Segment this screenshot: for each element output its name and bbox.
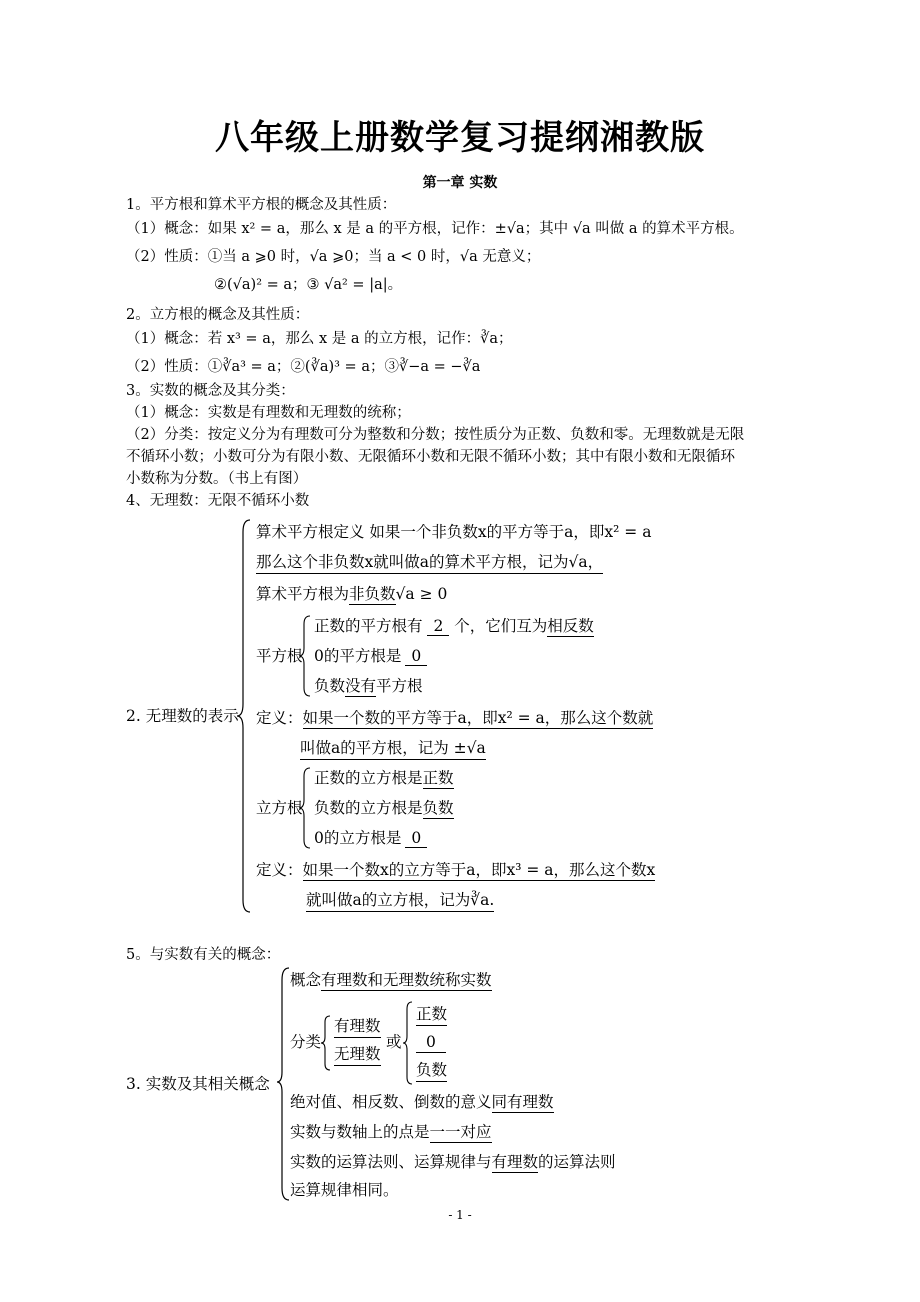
section-1-heading: 1。平方根和算术平方根的概念及其性质： [126,197,397,213]
section-3-line-1: （1）概念：实数是有理数和无理数的统称； [126,405,411,421]
diag2-row-5 [290,1152,616,1172]
diag2-row-3-b: 同有理数 [491,1093,554,1111]
diag1-cb-row-1-a: 正数的立方根是 [314,769,423,787]
diag1-cb-row-1-b: 正数 [422,769,454,787]
diag1-cb-row-3-b: 0 [405,829,427,848]
diag2-or: 或 [386,1033,402,1051]
section-2-line-2: （2）性质：①∛a³ = a；②(∛a)³ = a；③∛−a = −∛a [126,359,481,375]
section-3-heading: 3。实数的概念及其分类： [126,383,295,399]
section-1-line-1: （1）概念：如果 x² = a，那么 x 是 a 的平方根，记作：±√a；其中 √a 叫做 a 的算术平方根。 [126,221,744,237]
diag1-arith-root-nonneg-c: √a ≥ 0 [395,585,448,603]
diag1-arith-root-nonneg-a: 算术平方根为 [256,585,350,603]
diag1-sq-row-1-d: 相反数 [547,617,594,635]
diag1-sq-row-1-c: 个，它们互为 [454,617,548,635]
diagram-2-root-label: 3. 实数及其相关概念 [126,1075,270,1093]
diag1-cb-definition-1 [256,860,655,880]
diag1-cube-root-label: 立方根 [256,799,303,817]
diag1-sq-definition-1 [256,708,653,728]
diag1-arith-root-def-1-text: 算术平方根定义 如果一个非负数x的平方等于a，即x² = a [256,523,652,541]
diag1-cb-row-2-a: 负数的立方根是 [314,799,423,817]
diag1-sq-row-1-a: 正数的平方根有 [314,617,423,635]
page-number: - 1 - [448,1208,472,1222]
diag2-row-3-a: 绝对值、相反数、倒数的意义 [290,1093,492,1111]
diag2-row-4-b: 一一对应 [429,1123,492,1141]
diag1-sq-row-1-b: 2 [427,617,449,636]
diag2-row-5-a: 实数的运算法则、运算规律与 [290,1153,492,1171]
diag1-cb-definition-1-a: 定义： [256,861,303,879]
section-3-line-2: （2）分类：按定义分为有理数可分为整数和分数；按性质分为正数、负数和零。无理数就是无限 [126,427,745,443]
section-1-line-3: ②(√a)² = a；③ √a² = |a|。 [214,277,403,293]
diag1-sq-row-2-b: 0 [405,647,427,666]
diag1-cb-row-2-b: 负数 [422,799,454,817]
section-4-heading: 4、无理数：无限不循环小数 [126,493,310,509]
diag1-cb-definition-1-b: 如果一个数x的立方等于a，即x³ = a，那么这个数x [302,861,656,879]
diag2-row-3 [290,1092,554,1112]
diag1-arith-root-def-2: 那么这个非负数x就叫做a的算术平方根，记为√a， [256,552,603,574]
chapter-heading: 第一章 实数 [422,175,498,191]
diag2-negative: 负数 [416,1060,447,1082]
section-3-line-4: 小数称为分数。（书上有图） [126,471,308,487]
diag1-sq-row-3 [314,676,423,696]
diagram-2-sign-brace [402,1000,414,1086]
diag1-sq-row-3-b: 没有 [345,677,377,695]
diagram-2-classify-brace [320,1014,332,1072]
diag1-arith-root-nonneg-b: 非负数 [349,585,396,603]
diag1-cb-row-3 [314,828,427,848]
diag2-zero: 0 [416,1032,446,1053]
diag1-sq-row-3-c: 平方根 [376,677,423,695]
diag2-irrational: 无理数 [334,1044,381,1066]
diag2-row-5-b: 有理数 [491,1153,539,1171]
section-5-heading: 5。与实数有关的概念： [126,947,281,963]
section-2-heading: 2。立方根的概念及其性质： [126,307,310,323]
page-title: 八年级上册数学复习提纲湘教版 [215,118,705,158]
diag2-row-5-c: 的运算法则 [538,1153,616,1171]
section-3-line-3: 不循环小数；小数可分为有限小数、无限循环小数和无限不循环小数；其中有限小数和无限循环 [126,449,735,465]
diag1-cb-definition-2: 就叫做a的立方根，记为∛a. [306,890,494,912]
diag1-sq-row-2-a: 0的平方根是 [314,647,402,665]
diag1-cb-row-1 [314,768,454,788]
diag1-sq-definition-2: 叫做a的平方根，记为 ±√a [300,738,486,760]
diagram-1-root-label: 2. 无理数的表示 [126,707,239,725]
diag2-concept-row [290,970,492,990]
diag1-arith-root-def-1 [256,522,651,542]
diag1-cb-row-3-a: 0的立方根是 [314,829,402,847]
diag1-sq-row-2 [314,646,427,666]
diag2-row-4 [290,1122,492,1142]
diag2-classify-label: 分类 [290,1033,322,1051]
diag1-sq-definition-1-b: 如果一个数的平方等于a，即x² = a，那么这个数就 [302,709,654,727]
diag1-square-root-label: 平方根 [256,647,303,665]
diag2-row-4-a: 实数与数轴上的点是 [290,1123,430,1141]
section-1-line-2: （2）性质：①当 a ⩾0 时，√a ⩾0；当 a < 0 时，√a 无意义； [126,249,541,265]
diag2-row-6: 运算规律相同。 [290,1181,399,1199]
diag2-concept-a: 概念 [290,971,322,989]
section-2-line-1: （1）概念：若 x³ = a，那么 x 是 a 的立方根，记作：∛a； [126,331,513,347]
diag1-sq-row-1 [314,616,594,636]
diag2-positive: 正数 [416,1004,447,1026]
diag1-sq-row-3-a: 负数 [314,677,346,695]
diag2-rational: 有理数 [334,1016,381,1038]
diag2-concept-b: 有理数和无理数统称实数 [321,971,492,989]
diag1-arith-root-nonneg [256,584,447,604]
diag1-sq-definition-1-a: 定义： [256,709,303,727]
diag1-cb-row-2 [314,798,454,818]
